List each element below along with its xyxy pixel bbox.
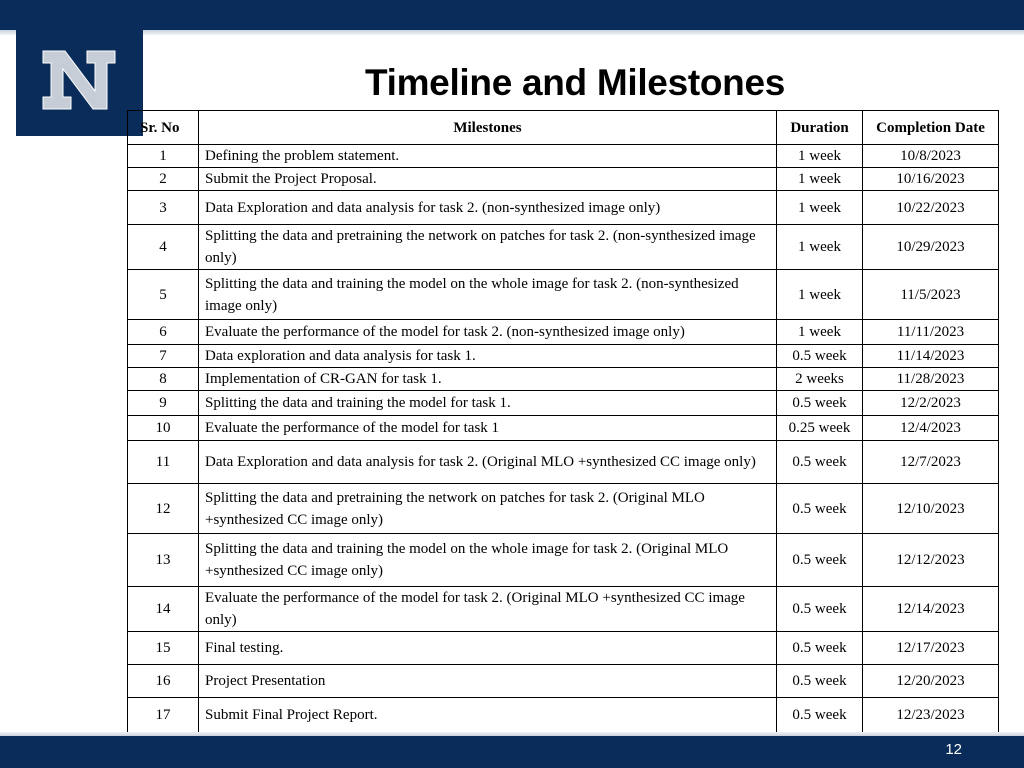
cell-completion-date: 12/7/2023 bbox=[863, 441, 999, 484]
cell-milestone: Evaluate the performance of the model for task 2. (Original MLO +synthesized CC image only) bbox=[199, 587, 777, 632]
cell-sr-no: 12 bbox=[128, 484, 199, 534]
top-banner bbox=[0, 0, 1024, 30]
cell-duration: 1 week bbox=[777, 270, 863, 320]
cell-milestone: Submit Final Project Report. bbox=[199, 698, 777, 733]
table-row bbox=[128, 168, 999, 191]
table-row bbox=[128, 191, 999, 225]
cell-duration: 1 week bbox=[777, 168, 863, 191]
cell-milestone: Data Exploration and data analysis for task 2. (non-synthesized image only) bbox=[199, 191, 777, 225]
cell-sr-no: 15 bbox=[128, 632, 199, 665]
cell-duration: 0.5 week bbox=[777, 484, 863, 534]
table-row bbox=[128, 665, 999, 698]
cell-sr-no: 17 bbox=[128, 698, 199, 733]
cell-sr-no: 16 bbox=[128, 665, 199, 698]
table-row bbox=[128, 225, 999, 270]
cell-duration: 0.5 week bbox=[777, 698, 863, 733]
cell-sr-no: 10 bbox=[128, 416, 199, 441]
cell-sr-no: 13 bbox=[128, 534, 199, 587]
milestones-table bbox=[127, 110, 999, 733]
cell-completion-date: 11/11/2023 bbox=[863, 320, 999, 345]
cell-duration: 1 week bbox=[777, 225, 863, 270]
table-row bbox=[128, 345, 999, 368]
cell-milestone: Defining the problem statement. bbox=[199, 145, 777, 168]
table-row bbox=[128, 368, 999, 391]
table-row bbox=[128, 416, 999, 441]
cell-duration: 0.5 week bbox=[777, 345, 863, 368]
cell-completion-date: 12/14/2023 bbox=[863, 587, 999, 632]
table-row bbox=[128, 534, 999, 587]
cell-sr-no: 4 bbox=[128, 225, 199, 270]
table-row bbox=[128, 587, 999, 632]
cell-duration: 0.5 week bbox=[777, 632, 863, 665]
cell-completion-date: 12/4/2023 bbox=[863, 416, 999, 441]
cell-completion-date: 12/12/2023 bbox=[863, 534, 999, 587]
cell-completion-date: 12/17/2023 bbox=[863, 632, 999, 665]
table-row bbox=[128, 145, 999, 168]
cell-sr-no: 1 bbox=[128, 145, 199, 168]
cell-completion-date: 12/23/2023 bbox=[863, 698, 999, 733]
header-duration: Duration bbox=[777, 111, 863, 145]
cell-completion-date: 11/5/2023 bbox=[863, 270, 999, 320]
cell-duration: 0.5 week bbox=[777, 391, 863, 416]
cell-milestone: Splitting the data and training the model on the whole image for task 2. (non-synthesized image only) bbox=[199, 270, 777, 320]
cell-sr-no: 3 bbox=[128, 191, 199, 225]
table-row bbox=[128, 270, 999, 320]
cell-completion-date: 12/10/2023 bbox=[863, 484, 999, 534]
cell-milestone: Submit the Project Proposal. bbox=[199, 168, 777, 191]
cell-duration: 0.5 week bbox=[777, 441, 863, 484]
cell-sr-no: 7 bbox=[128, 345, 199, 368]
cell-milestone: Implementation of CR-GAN for task 1. bbox=[199, 368, 777, 391]
cell-duration: 1 week bbox=[777, 191, 863, 225]
cell-milestone: Final testing. bbox=[199, 632, 777, 665]
table-row bbox=[128, 391, 999, 416]
n-logo-icon bbox=[39, 45, 119, 115]
cell-milestone: Data Exploration and data analysis for task 2. (Original MLO +synthesized CC image only) bbox=[199, 441, 777, 484]
table-row bbox=[128, 632, 999, 665]
cell-duration: 0.5 week bbox=[777, 587, 863, 632]
cell-milestone: Data exploration and data analysis for task 1. bbox=[199, 345, 777, 368]
cell-sr-no: 14 bbox=[128, 587, 199, 632]
cell-completion-date: 10/22/2023 bbox=[863, 191, 999, 225]
cell-completion-date: 11/14/2023 bbox=[863, 345, 999, 368]
cell-duration: 0.25 week bbox=[777, 416, 863, 441]
slide-title: Timeline and Milestones bbox=[364, 62, 786, 103]
header-sr-no: Sr. No bbox=[128, 111, 199, 145]
page-number: 12 bbox=[945, 741, 962, 758]
bottom-banner bbox=[0, 736, 1024, 768]
cell-milestone: Splitting the data and pretraining the network on patches for task 2. (Original MLO +synthesized CC image only) bbox=[199, 484, 777, 534]
cell-completion-date: 10/8/2023 bbox=[863, 145, 999, 168]
table-row bbox=[128, 484, 999, 534]
cell-milestone: Evaluate the performance of the model for task 1 bbox=[199, 416, 777, 441]
cell-completion-date: 10/29/2023 bbox=[863, 225, 999, 270]
header-completion-date: Completion Date bbox=[863, 111, 999, 145]
cell-sr-no: 8 bbox=[128, 368, 199, 391]
cell-duration: 1 week bbox=[777, 320, 863, 345]
cell-sr-no: 6 bbox=[128, 320, 199, 345]
cell-sr-no: 2 bbox=[128, 168, 199, 191]
cell-completion-date: 11/28/2023 bbox=[863, 368, 999, 391]
cell-duration: 0.5 week bbox=[777, 534, 863, 587]
cell-sr-no: 11 bbox=[128, 441, 199, 484]
cell-completion-date: 10/16/2023 bbox=[863, 168, 999, 191]
table-row bbox=[128, 441, 999, 484]
table-row bbox=[128, 320, 999, 345]
cell-milestone: Splitting the data and pretraining the network on patches for task 2. (non-synthesized image only) bbox=[199, 225, 777, 270]
cell-milestone: Project Presentation bbox=[199, 665, 777, 698]
table-header-row bbox=[128, 111, 999, 145]
cell-completion-date: 12/2/2023 bbox=[863, 391, 999, 416]
cell-duration: 2 weeks bbox=[777, 368, 863, 391]
table-row bbox=[128, 698, 999, 733]
cell-milestone: Evaluate the performance of the model for task 2. (non-synthesized image only) bbox=[199, 320, 777, 345]
cell-sr-no: 5 bbox=[128, 270, 199, 320]
cell-milestone: Splitting the data and training the model on the whole image for task 2. (Original MLO +synthesized CC image only) bbox=[199, 534, 777, 587]
cell-sr-no: 9 bbox=[128, 391, 199, 416]
cell-duration: 1 week bbox=[777, 145, 863, 168]
table-body bbox=[128, 145, 999, 733]
header-milestones: Milestones bbox=[199, 111, 777, 145]
university-logo bbox=[16, 30, 143, 136]
top-divider bbox=[0, 30, 1024, 35]
cell-completion-date: 12/20/2023 bbox=[863, 665, 999, 698]
cell-duration: 0.5 week bbox=[777, 665, 863, 698]
cell-milestone: Splitting the data and training the model for task 1. bbox=[199, 391, 777, 416]
